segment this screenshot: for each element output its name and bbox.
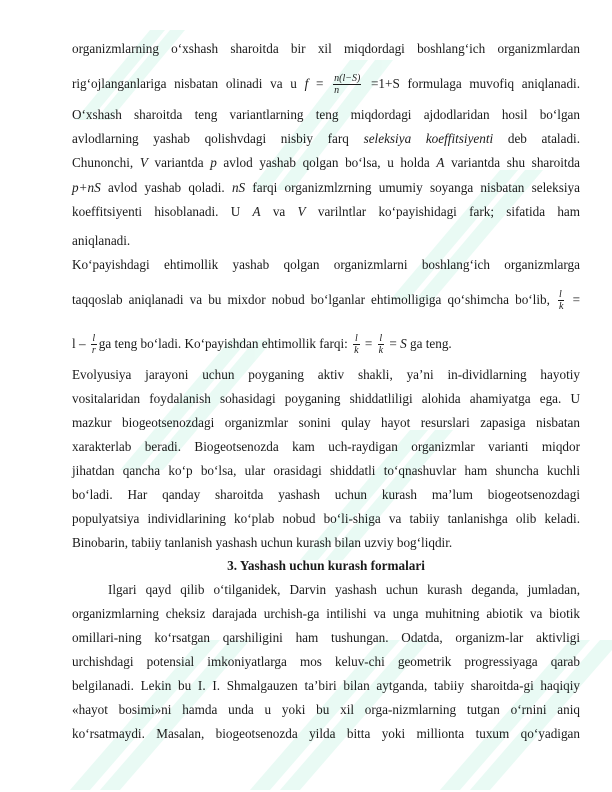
paragraph-line: O‘xshash sharoitda teng variantlarning teng miqdordagi ajdodlaridan hosil bo‘lgan: [72, 107, 580, 122]
fraction: $\frac{l}{k}$: [354, 333, 359, 357]
paragraph-line: Ilgari qayd qilib o‘tilganidek, Darvin yashash uchun kurash deganda, jumladan,: [108, 582, 580, 597]
paragraph-line: urchishdagi potensial imkoniyatlarga mos keluv-chi geometrik progressiyaga qarab: [72, 654, 580, 669]
paragraph-line: belgilanadi. Lekin bu I. I. Shmalgauzen ta’biri bilan aytganda, tabiiy sharoitda-gi haqiqiy: [72, 678, 580, 693]
fraction: $\frac{l}{r}$: [91, 333, 96, 357]
paragraph-line: vositalaridan foydalanish sohasidagi poyganing shiddatliligi alohida ahamiyatga ega. U: [72, 391, 580, 406]
paragraph-line: ko‘rsatmaydi. Masalan, biogeotsenozda yilda bitta yoki millionta tuxum qo‘yadigan: [72, 726, 580, 741]
fraction: $\frac{l}{k}$: [559, 289, 564, 313]
paragraph-line: Ko‘payishdagi ehtimollik yashab qolgan organizmlarni boshlang‘ich organizmlarga: [72, 257, 580, 272]
formula-line-difference: l – $\frac{l}{r}$ ga teng bo‘ladi. Ko‘payishdan ehtimollik farqi: $\frac{l}{k}$ = $\frac{l}{k}$ = S ga teng.: [72, 333, 452, 357]
paragraph-line: p+nS avlod yashab qoladi. nS farqi organizmlzrning umumiy soyanga nisbatan seleksiya: [72, 180, 580, 195]
paragraph-line: organizmlarning o‘xshash sharoitda bir xil miqdordagi boshlang‘ich organizmlardan: [72, 41, 580, 56]
paragraph-line: Chunonchi, V variantda p avlod yashab qolgan bo‘lsa, u holda A variantda shu sharoitda: [72, 155, 581, 170]
section-heading: 3. Yashash uchun kurash formalari: [227, 558, 425, 573]
formula-line-f: rig‘ojlanganlariga nisbatan olinadi va u f = $\frac{n(l-S)}{n}$ =1+S formulaga muvofiq aniqlanadi.: [72, 73, 580, 97]
paragraph-line: bo‘ladi. Har qanday sharoitda yashash uchun kurash ma’lum biogeotsenozdagi: [72, 487, 580, 502]
paragraph-line: aniqlanadi.: [72, 233, 131, 248]
paragraph-line: xarakterlab beradi. Biogeotsenozda kam uch-raydigan organizmlar varianti miqdor: [72, 439, 580, 454]
paragraph-line: organizmlarning cheksiz darajada urchish-ga intilishi va unga muhitning abiotik va biotik: [72, 606, 580, 621]
paragraph-line: populyatsiya individlarining ko‘plab nobud bo‘li-shiga va tabiiy tanlanishga olib keladi.: [72, 511, 580, 526]
paragraph-line: jihatdan qancha ko‘p bo‘lsa, ular orasidagi shiddatli to‘qnashuvlar ham shuncha kuchli: [72, 463, 580, 478]
paragraph-line: avlodlarning yashab qolishvdagi nisbiy farq seleksiya koeffitsiyenti deb ataladi.: [72, 131, 580, 146]
paragraph-line: koeffitsiyenti hisoblanadi. U A va V varilntlar ko‘payishidagi fark; sifatida ham: [72, 204, 581, 219]
paragraph-line: mazkur biogeotsenozdagi organizmlar sonini qulay hayot resurslari zapasiga nisbatan: [72, 415, 580, 430]
paragraph-line: Binobarin, tabiiy tanlanish yashash uchun kurash bilan uzviy bog‘liqdir.: [72, 535, 453, 550]
fraction: $\frac{n(l-S)}{n}$: [334, 73, 361, 97]
formula-line-lk: taqqoslab aniqlanadi va bu mixdor nobud bo‘lganlar ehtimolligiga qo‘shimcha bo‘lib, $\frac{l}{k}$ =: [72, 289, 581, 313]
emphasis-term: seleksiya koeffitsiyenti: [363, 131, 494, 146]
paragraph-line: omillari-ning ko‘rsatgan qarshiligini ham tushungan. Odatda, organizm-lar aktivligi: [72, 630, 580, 645]
fraction: $\frac{l}{k}$: [378, 333, 384, 357]
paragraph-line: Evolyusiya jarayoni uchun poyganing aktiv shakli, ya’ni in-dividlarning hayotiy: [72, 367, 580, 382]
paragraph-line: «hayot bosimi»ni hamda unda u yoki bu xil orga-nizmlarning tutgan o‘rnini aniq: [72, 702, 580, 717]
